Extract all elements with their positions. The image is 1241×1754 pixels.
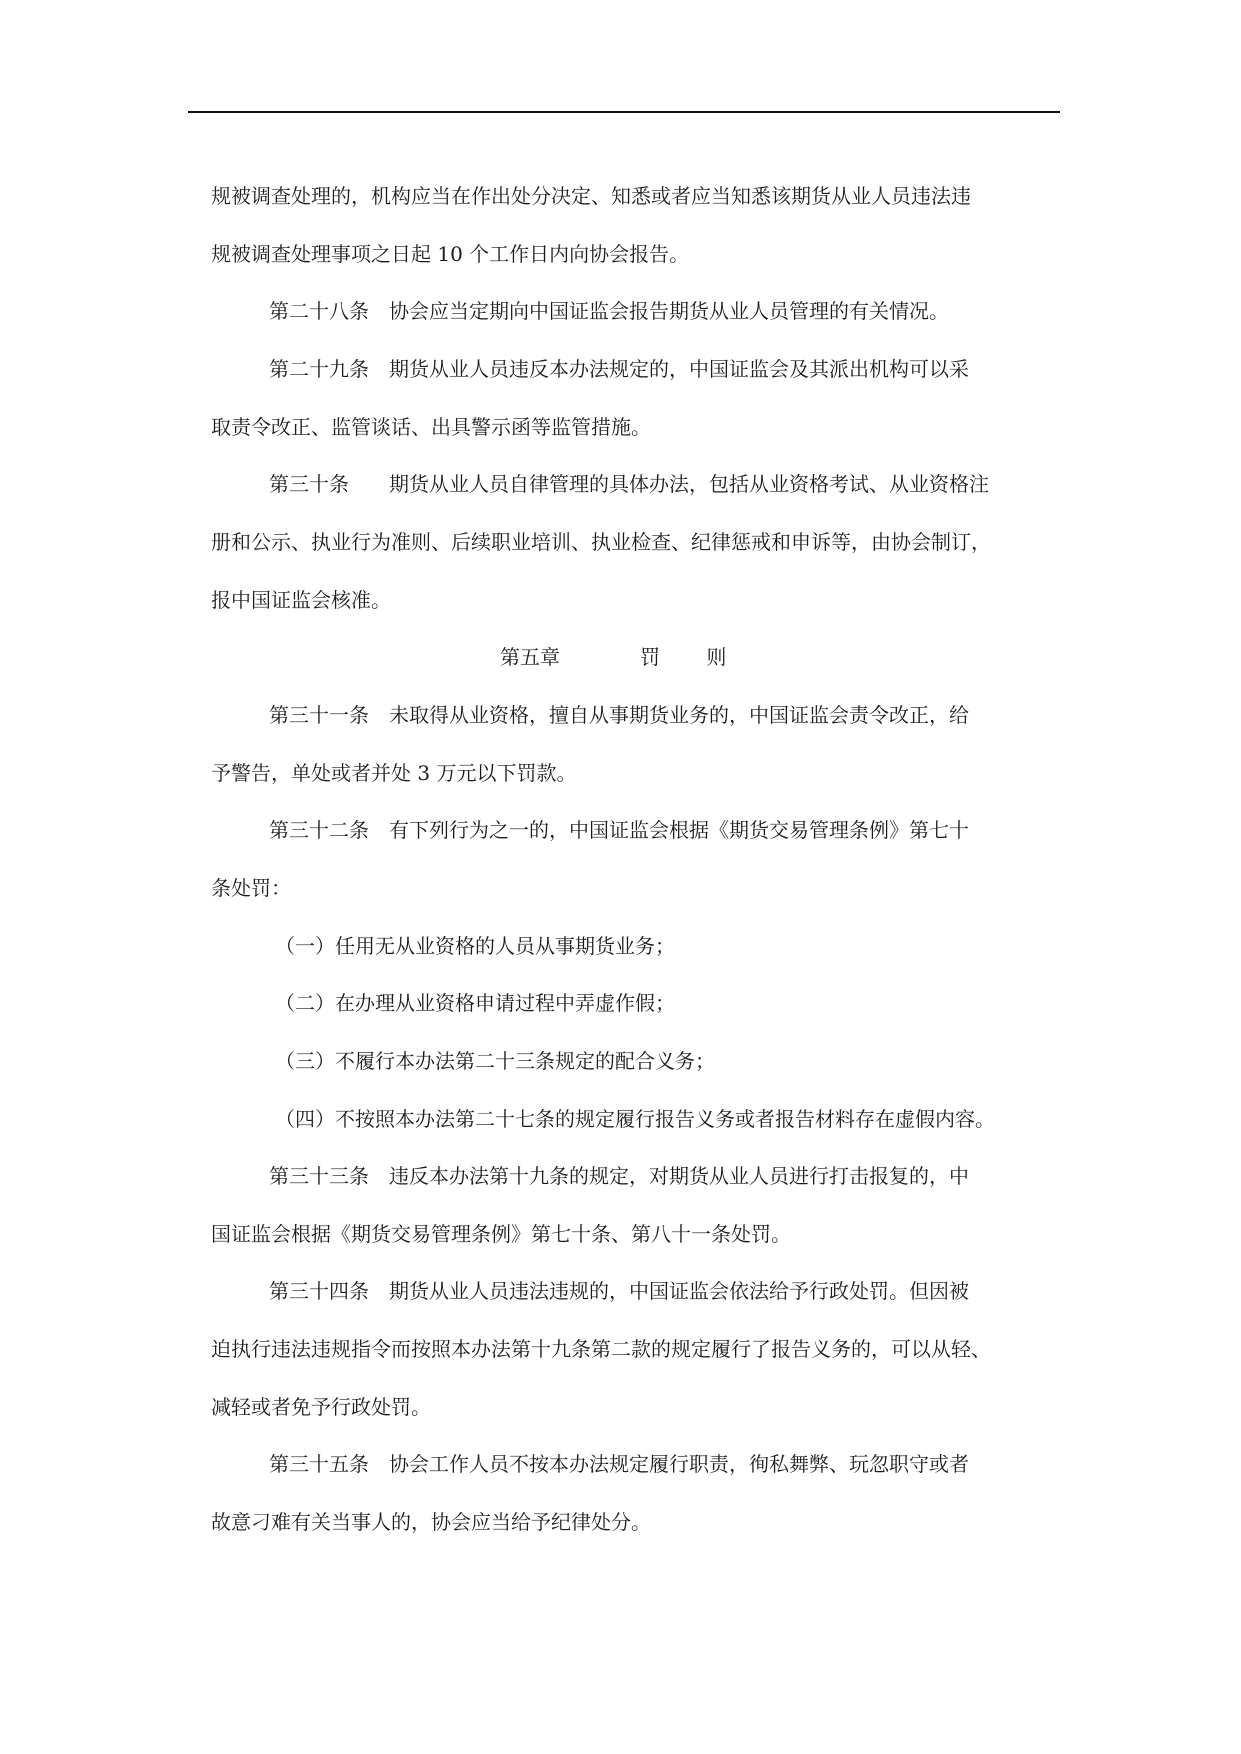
list-item: （三）不履行本办法第二十三条规定的配合义务； xyxy=(275,1049,715,1073)
chapter-title: 罚 则 xyxy=(640,645,747,669)
body-line: 迫执行违法违规指令而按照本办法第十九条第二款的规定履行了报告义务的，可以从轻、 xyxy=(211,1337,991,1361)
article-number: 第三十三条 xyxy=(269,1164,369,1188)
article-number: 第三十五条 xyxy=(269,1452,369,1476)
body-line: 予警告，单处或者并处 3 万元以下罚款。 xyxy=(211,761,577,785)
article-text: 协会工作人员不按本办法规定履行职责，徇私舞弊、玩忽职守或者 xyxy=(389,1452,969,1476)
article-text: 期货从业人员自律管理的具体办法，包括从业资格考试、从业资格注 xyxy=(389,472,989,496)
body-line: 故意刁难有关当事人的，协会应当给予纪律处分。 xyxy=(211,1510,651,1534)
body-line: 减轻或者免予行政处罚。 xyxy=(211,1395,431,1419)
chapter-number: 第五章 xyxy=(500,645,560,669)
article-31 xyxy=(269,701,1041,729)
article-number: 第二十八条 xyxy=(269,299,369,323)
article-30 xyxy=(269,470,1041,498)
body-line: 规被调查处理的，机构应当在作出处分决定、知悉或者应当知悉该期货从业人员违法违 xyxy=(211,184,971,208)
article-text: 有下列行为之一的，中国证监会根据《期货交易管理条例》第七十 xyxy=(389,818,969,842)
article-34 xyxy=(269,1277,1041,1305)
body-line: 国证监会根据《期货交易管理条例》第七十条、第八十一条处罚。 xyxy=(211,1222,791,1246)
header-rule xyxy=(188,111,1060,113)
article-text: 期货从业人员违反本办法规定的，中国证监会及其派出机构可以采 xyxy=(389,357,969,381)
article-text: 期货从业人员违法违规的，中国证监会依法给予行政处罚。但因被 xyxy=(389,1279,969,1303)
body-line: 册和公示、执业行为准则、后续职业培训、执业检查、纪律惩戒和申诉等，由协会制订， xyxy=(211,530,991,554)
article-number: 第三十四条 xyxy=(269,1279,369,1303)
article-text: 违反本办法第十九条的规定，对期货从业人员进行打击报复的，中 xyxy=(389,1164,969,1188)
article-28 xyxy=(269,297,1041,325)
article-text: 协会应当定期向中国证监会报告期货从业人员管理的有关情况。 xyxy=(389,299,949,323)
article-32 xyxy=(269,816,1041,844)
article-text: 未取得从业资格，擅自从事期货业务的，中国证监会责令改正，给 xyxy=(389,703,969,727)
article-number: 第三十一条 xyxy=(269,703,369,727)
article-29 xyxy=(269,355,1041,383)
article-33 xyxy=(269,1162,1041,1190)
article-number: 第三十二条 xyxy=(269,818,369,842)
body-line: 规被调查处理事项之日起 10 个工作日内向协会报告。 xyxy=(211,242,690,266)
article-number: 第二十九条 xyxy=(269,357,369,381)
body-line: 报中国证监会核准。 xyxy=(211,588,391,612)
body-line: 条处罚： xyxy=(211,876,291,900)
article-35 xyxy=(269,1450,1041,1478)
article-number: 第三十条 xyxy=(269,472,349,496)
list-item: （二）在办理从业资格申请过程中弄虚作假； xyxy=(275,991,675,1015)
body-line: 取责令改正、监管谈话、出具警示函等监管措施。 xyxy=(211,415,651,439)
list-item: （四）不按照本办法第二十七条的规定履行报告义务或者报告材料存在虚假内容。 xyxy=(275,1107,995,1131)
list-item: （一）任用无从业资格的人员从事期货业务； xyxy=(275,934,675,958)
